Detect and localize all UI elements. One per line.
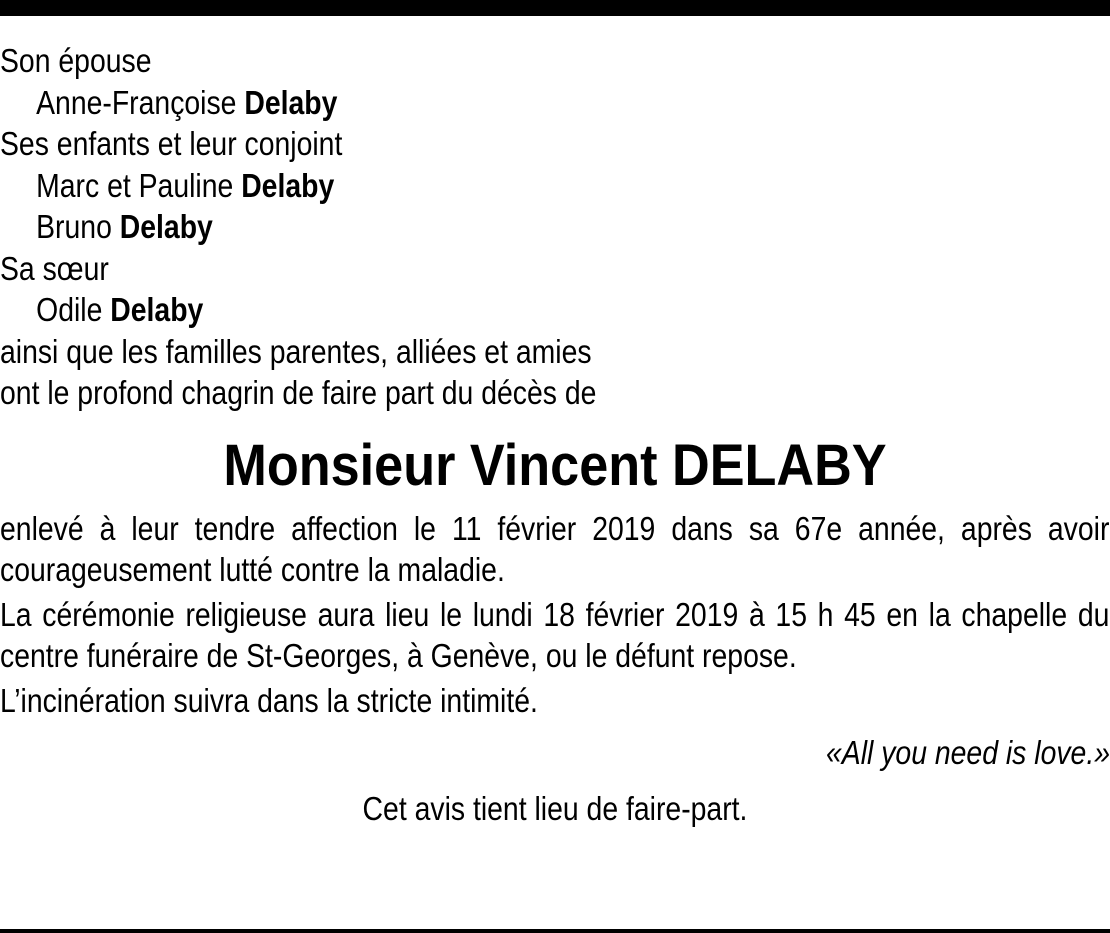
children-label: Ses enfants et leur conjoint — [0, 125, 343, 162]
other-families: ainsi que les familles parentes, alliées et amies — [0, 332, 592, 370]
sister-name — [0, 289, 955, 331]
deceased-name: Monsieur Vincent DELABY — [223, 432, 887, 498]
obituary-notice — [0, 40, 1110, 831]
sister-label: Sa sœur — [0, 249, 109, 287]
paragraph-death: enlevé à leur tendre affection le 11 février 2019 dans sa 67e année, après avoir courageusement lutté contre la maladie. — [0, 509, 1110, 588]
child1-name — [0, 165, 955, 207]
bottom-rule — [0, 929, 1110, 933]
child2-first-name: Bruno — [36, 208, 112, 245]
closing-line: Cet avis tient lieu de faire-part. — [362, 789, 748, 827]
spouse-name — [0, 82, 955, 124]
motto-quote: «All you need is love.» — [826, 733, 1110, 771]
child1-first-name: Marc et Pauline — [36, 166, 234, 204]
child2-last-name: Delaby — [119, 208, 213, 245]
spouse-first-name: Anne-Françoise — [36, 83, 237, 121]
child1-last-name: Delaby — [241, 166, 335, 204]
spouse-label: Son épouse — [0, 42, 152, 79]
child2-name — [0, 206, 955, 248]
announcement-line: ont le profond chagrin de faire part du décès de — [0, 374, 597, 411]
sister-last-name: Delaby — [110, 291, 204, 328]
top-rule — [0, 0, 1110, 16]
spouse-last-name: Delaby — [244, 83, 338, 121]
paragraph-cremation: L’incinération suivra dans la stricte intimité. — [0, 681, 538, 719]
paragraph-ceremony: La cérémonie religieuse aura lieu le lundi 18 février 2019 à 15 h 45 en la chapelle du centre funéraire de St-Georges, à Genève, ou le défunt repose. — [0, 595, 1110, 674]
sister-first-name: Odile — [36, 291, 103, 328]
